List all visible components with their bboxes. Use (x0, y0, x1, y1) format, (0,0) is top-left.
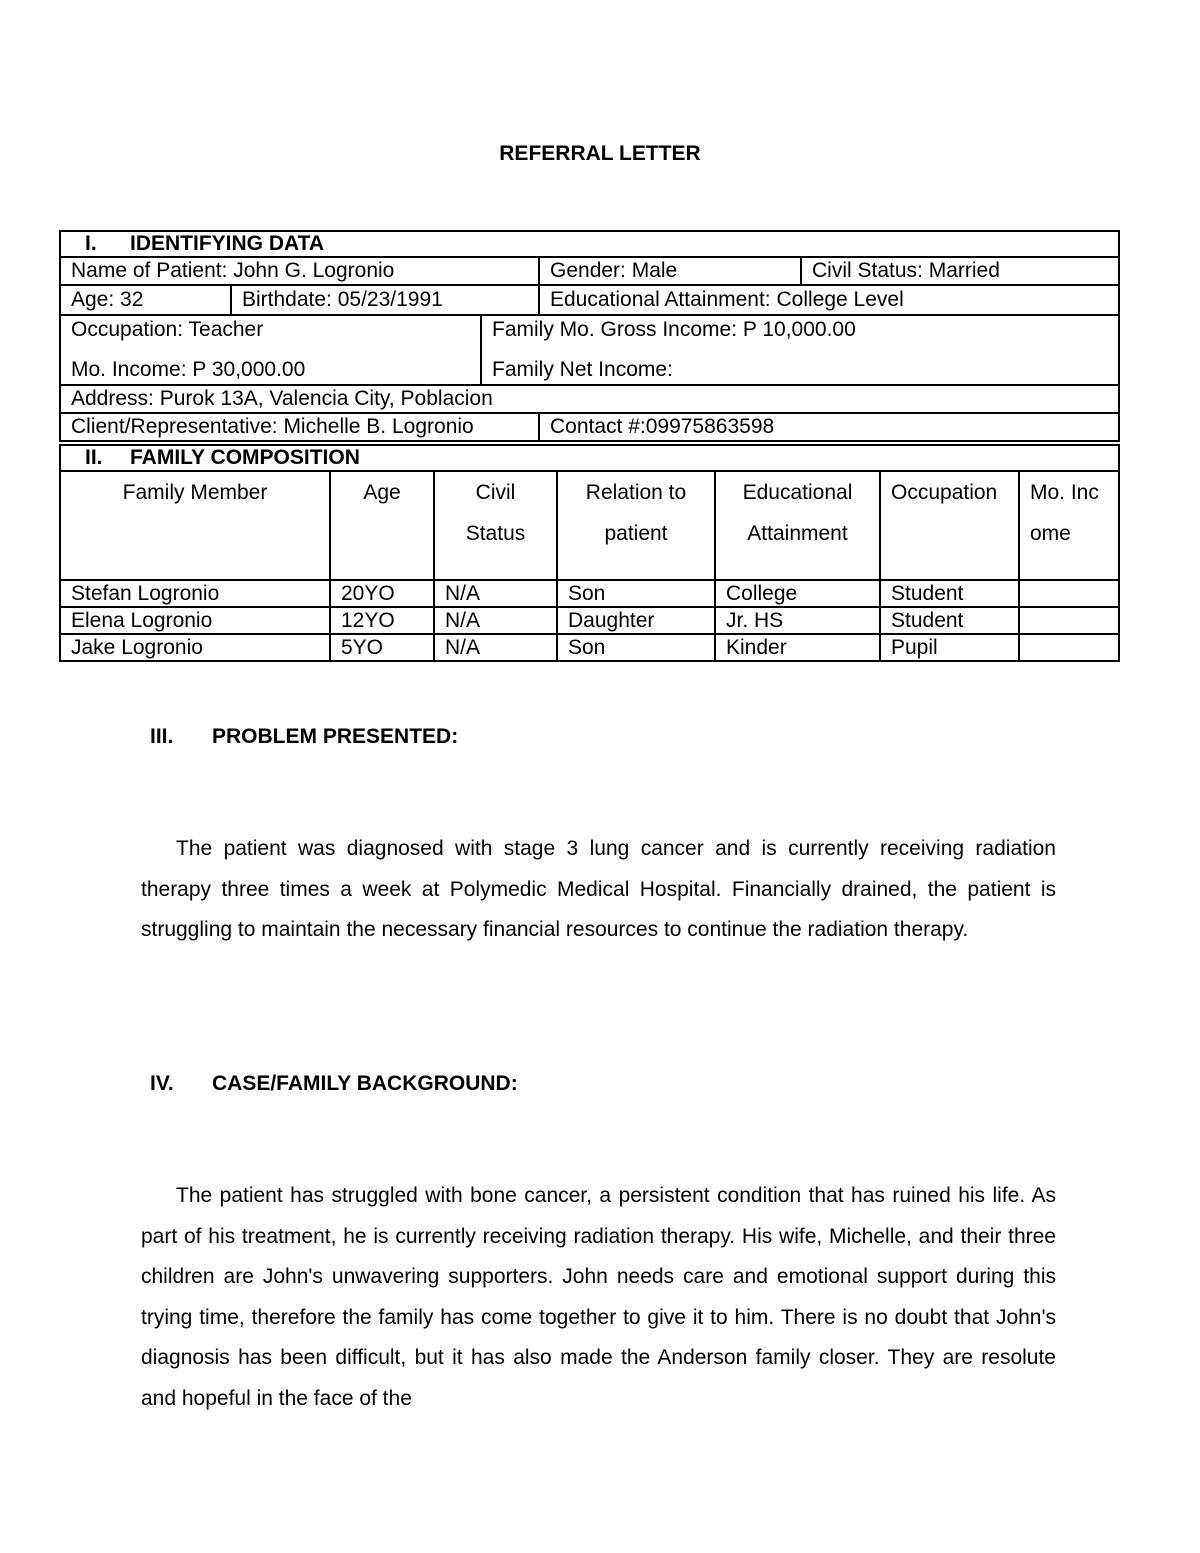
background-paragraph: The patient has struggled with bone cancer, a persistent condition that has ruined his life. As part of his treatment, he is currently receiving radiation therapy. His wife, Michelle, and their three children are John's unwavering supporters. John needs care and emotional support during this trying time, therefore the family has come together to give it to him. There is no doubt that John's diagnosis has been difficult, but it has also made the Anderson family closer. They are resolute and hopeful in the face of the (141, 1184, 1056, 1410)
patient-age: Age: 32 (60, 285, 231, 315)
patient-civil-status: Civil Status: Married (801, 257, 1119, 285)
column-header: Relation to patient (557, 471, 715, 580)
section-number: III. (150, 725, 174, 748)
member-occupation: Pupil (880, 634, 1019, 661)
section-number: II. (85, 446, 103, 469)
patient-gender: Gender: Male (539, 257, 801, 285)
member-occupation: Student (880, 607, 1019, 634)
member-age: 5YO (330, 634, 434, 661)
section-heading: PROBLEM PRESENTED: (212, 725, 459, 748)
member-education: College (715, 580, 880, 607)
member-civil-status: N/A (434, 580, 557, 607)
representative-row (60, 413, 1119, 441)
patient-birthdate: Birthdate: 05/23/1991 (231, 285, 539, 315)
member-income (1019, 580, 1119, 607)
column-header: Educational Attainment (715, 471, 880, 580)
patient-occupation: Occupation: Teacher (71, 318, 264, 341)
member-civil-status: N/A (434, 607, 557, 634)
problem-paragraph: The patient was diagnosed with stage 3 lung cancer and is currently receiving radiation therapy three times a week at Polymedic Medical Hospital. Financially drained, the patient is struggling to maintain the necessary financial resources to continue the radiation therapy. (141, 837, 1056, 942)
member-education: Kinder (715, 634, 880, 661)
occupation-income-cell (60, 315, 481, 385)
table-row (60, 580, 1119, 607)
address-row (60, 385, 1119, 413)
family-column-headers (60, 471, 1119, 580)
patient-monthly-income: Mo. Income: P 30,000.00 (71, 358, 306, 381)
age-row (60, 285, 1119, 315)
background-section-heading (150, 1072, 518, 1096)
column-header: Occupation (880, 471, 1019, 580)
patient-address: Address: Purok 13A, Valencia City, Poblacion (60, 385, 1119, 413)
family-gross-income: Family Mo. Gross Income: P 10,000.00 (492, 318, 856, 341)
contact-number: Contact #:09975863598 (539, 413, 1119, 441)
column-header: Family Member (60, 471, 330, 580)
member-occupation: Student (880, 580, 1019, 607)
problem-section-heading (150, 725, 458, 749)
member-relation: Son (557, 634, 715, 661)
member-income (1019, 607, 1119, 634)
section-number: IV. (150, 1072, 174, 1095)
family-income-cell (481, 315, 1119, 385)
document-title: REFERRAL LETTER (499, 142, 701, 165)
section-number: I. (85, 232, 97, 255)
table-row (60, 607, 1119, 634)
family-composition-table (59, 444, 1120, 662)
member-relation: Son (557, 580, 715, 607)
income-row (60, 315, 1119, 385)
member-civil-status: N/A (434, 634, 557, 661)
column-header: Age (330, 471, 434, 580)
identifying-data-table (59, 230, 1120, 442)
table-row (60, 634, 1119, 661)
member-name: Jake Logronio (60, 634, 330, 661)
client-representative: Client/Representative: Michelle B. Logronio (60, 413, 539, 441)
identifying-header-row (60, 231, 1119, 257)
section-heading: IDENTIFYING DATA (130, 232, 325, 255)
patient-name: Name of Patient: John G. Logronio (60, 257, 539, 285)
column-header: Mo. Income (1019, 471, 1119, 580)
member-education: Jr. HS (715, 607, 880, 634)
member-age: 12YO (330, 607, 434, 634)
section-heading: FAMILY COMPOSITION (130, 446, 360, 469)
section-heading: CASE/FAMILY BACKGROUND: (212, 1072, 518, 1095)
member-name: Elena Logronio (60, 607, 330, 634)
member-income (1019, 634, 1119, 661)
family-header-row (60, 445, 1119, 471)
family-net-income: Family Net Income: (492, 358, 673, 381)
column-header: Civil Status (434, 471, 557, 580)
patient-education: Educational Attainment: College Level (539, 285, 1119, 315)
member-name: Stefan Logronio (60, 580, 330, 607)
member-relation: Daughter (557, 607, 715, 634)
patient-row (60, 257, 1119, 285)
member-age: 20YO (330, 580, 434, 607)
